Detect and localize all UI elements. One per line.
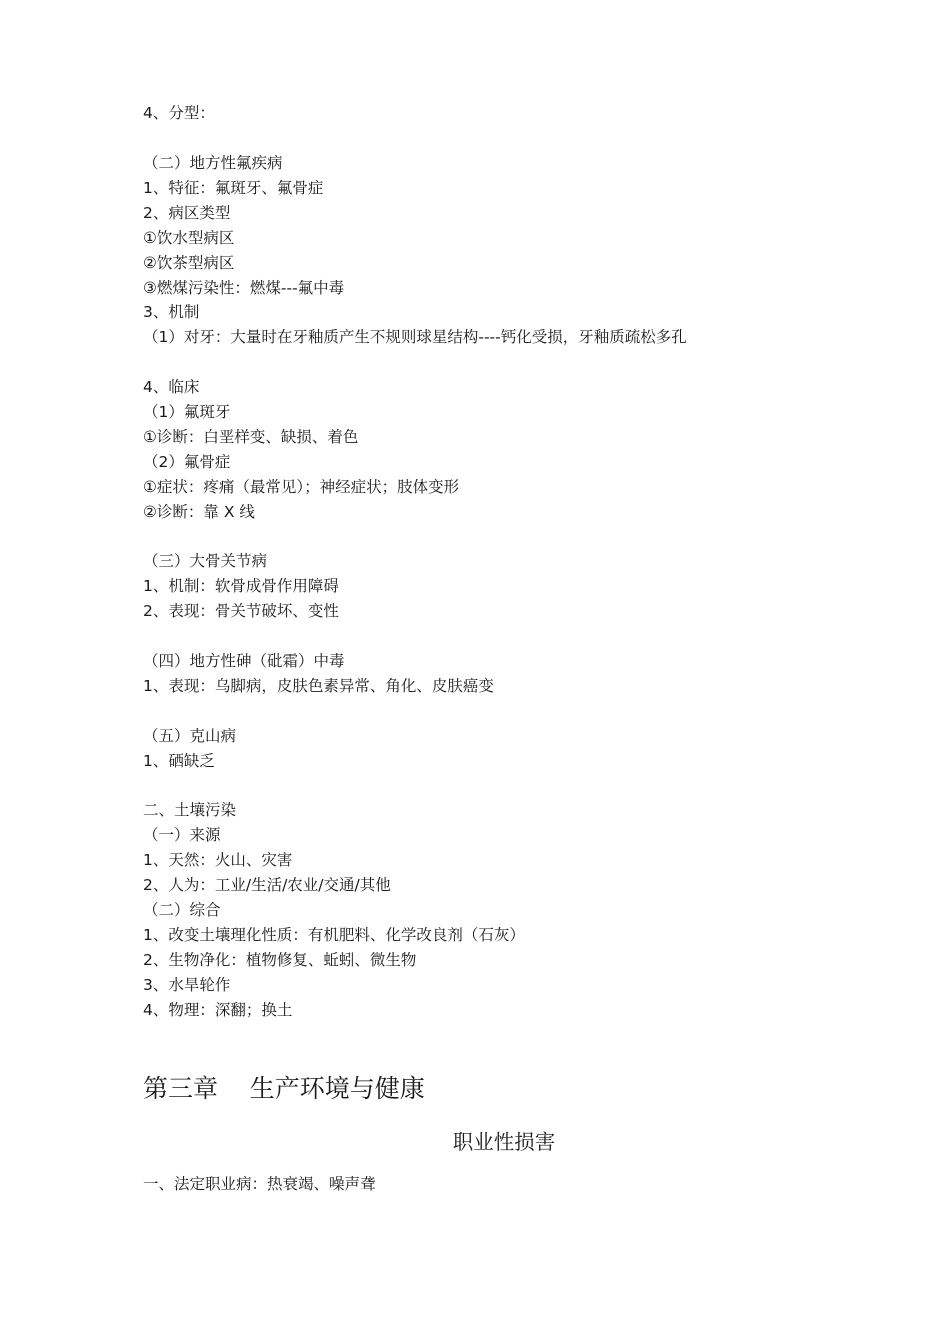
text-line: 1、改变土壤理化性质：有机肥料、化学改良剂（石灰）: [143, 926, 525, 944]
text-line: ③燃煤污染性：燃煤---氟中毒: [143, 279, 345, 297]
section-title: 职业性损害: [452, 1130, 556, 1154]
text-line: 1、特征：氟斑牙、氟骨症: [143, 179, 324, 197]
text-line: 4、物理：深翻；换土: [143, 1001, 293, 1019]
text-line: 1、机制：软骨成骨作用障碍: [143, 577, 339, 595]
text-line: ①症状：疼痛（最常见）；神经症状；肢体变形: [143, 478, 460, 496]
text-line: ①诊断：白垩样变、缺损、着色: [143, 428, 359, 446]
text-line: ①饮水型病区: [143, 229, 235, 247]
text-line: 4、临床: [143, 378, 200, 396]
text-line: （二）地方性氟疾病: [143, 154, 283, 172]
text-line: （1）氟斑牙: [143, 403, 231, 421]
text-line: 2、人为：工业/生活/农业/交通/其他: [143, 876, 391, 894]
text-line: ②饮茶型病区: [143, 254, 235, 272]
text-line: 二、土壤污染: [143, 801, 237, 819]
text-line: （一）来源: [143, 826, 221, 844]
text-line: 3、水旱轮作: [143, 976, 231, 994]
text-line: 2、生物净化：植物修复、蚯蚓、微生物: [143, 951, 417, 969]
text-line: 4、分型：: [143, 104, 215, 122]
text-line: 2、病区类型: [143, 204, 231, 222]
text-line: 1、表现：乌脚病，皮肤色素异常、角化、皮肤癌变: [143, 677, 494, 695]
text-line: （1）对牙：大量时在牙釉质产生不规则球星结构----钙化受损，牙釉质疏松多孔: [143, 328, 687, 346]
text-line: ②诊断：靠 X 线: [143, 503, 255, 521]
text-line: 3、机制: [143, 303, 200, 321]
text-line: 一、法定职业病：热衰竭、噪声聋: [143, 1175, 376, 1193]
text-line: 2、表现：骨关节破坏、变性: [143, 602, 339, 620]
text-line: （三）大骨关节病: [143, 552, 268, 570]
text-line: （二）综合: [143, 901, 221, 919]
chapter-title: 第三章 生产环境与健康: [143, 1074, 425, 1103]
text-line: （2）氟骨症: [143, 453, 231, 471]
text-line: 1、硒缺乏: [143, 752, 215, 770]
text-line: 1、天然：火山、灾害: [143, 851, 293, 869]
text-line: （五）克山病: [143, 727, 237, 745]
text-line: （四）地方性砷（砒霜）中毒: [143, 652, 345, 670]
